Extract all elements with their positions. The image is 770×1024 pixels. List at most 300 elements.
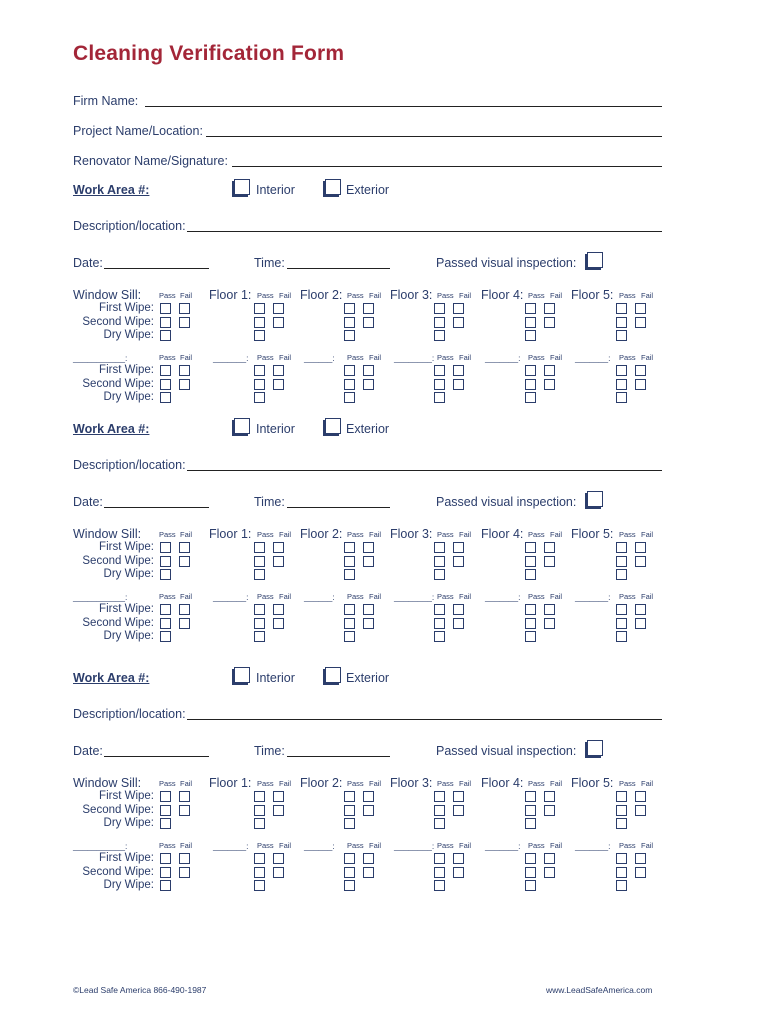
fail-checkbox[interactable] bbox=[544, 805, 555, 816]
fail-checkbox[interactable] bbox=[635, 604, 646, 615]
pass-checkbox[interactable] bbox=[525, 604, 536, 615]
pass-checkbox[interactable] bbox=[160, 805, 171, 816]
fail-checkbox[interactable] bbox=[363, 365, 374, 376]
fail-checkbox[interactable] bbox=[363, 867, 374, 878]
fail-checkbox[interactable] bbox=[179, 805, 190, 816]
pass-checkbox[interactable] bbox=[254, 805, 265, 816]
pass-checkbox[interactable] bbox=[525, 618, 536, 629]
pass-checkbox[interactable] bbox=[344, 853, 355, 864]
exterior-checkbox-3[interactable] bbox=[325, 667, 341, 683]
pass-label-1: Pass bbox=[528, 291, 545, 300]
fail-checkbox[interactable] bbox=[179, 618, 190, 629]
fail-label-3: Fail bbox=[279, 779, 292, 788]
pass-checkbox[interactable] bbox=[344, 379, 355, 390]
pass-checkbox[interactable] bbox=[344, 604, 355, 615]
wipe-label-3: Dry Wipe: bbox=[103, 817, 154, 829]
wipe-label-2: First Wipe: bbox=[99, 541, 154, 553]
pass-checkbox[interactable] bbox=[254, 853, 265, 864]
pass-checkbox[interactable] bbox=[525, 569, 536, 580]
description-field-2[interactable] bbox=[187, 470, 662, 471]
date-field-1[interactable] bbox=[104, 268, 209, 269]
pass-checkbox[interactable] bbox=[254, 791, 265, 802]
fail-checkbox[interactable] bbox=[635, 867, 646, 878]
pass-checkbox[interactable] bbox=[434, 618, 445, 629]
pass-checkbox[interactable] bbox=[525, 303, 536, 314]
pass-checkbox[interactable] bbox=[525, 853, 536, 864]
fail-checkbox[interactable] bbox=[363, 317, 374, 328]
pass-checkbox[interactable] bbox=[616, 880, 627, 891]
pass-label-1: Pass bbox=[619, 353, 636, 362]
floor-blank-2-2: ______: bbox=[304, 592, 335, 602]
fail-checkbox[interactable] bbox=[273, 604, 284, 615]
floor-blank-3-4: _______: bbox=[485, 841, 521, 851]
pass-checkbox[interactable] bbox=[434, 853, 445, 864]
fail-checkbox[interactable] bbox=[453, 365, 464, 376]
pass-label-2: Pass bbox=[347, 592, 364, 601]
pass-checkbox[interactable] bbox=[254, 867, 265, 878]
fail-checkbox[interactable] bbox=[363, 853, 374, 864]
pass-checkbox[interactable] bbox=[616, 556, 627, 567]
passed-visual-checkbox-1[interactable] bbox=[587, 252, 603, 268]
floor-blank-3-1: _______: bbox=[213, 841, 249, 851]
time-label-1: Time: bbox=[254, 256, 285, 270]
fail-checkbox[interactable] bbox=[179, 317, 190, 328]
pass-checkbox[interactable] bbox=[344, 330, 355, 341]
fail-checkbox[interactable] bbox=[273, 303, 284, 314]
fail-label-3: Fail bbox=[641, 779, 654, 788]
pass-checkbox[interactable] bbox=[616, 818, 627, 829]
date-field-3[interactable] bbox=[104, 756, 209, 757]
pass-checkbox[interactable] bbox=[160, 604, 171, 615]
pass-checkbox[interactable] bbox=[616, 867, 627, 878]
floor-label-2-5: Floor 5: bbox=[571, 527, 614, 541]
window-sill-label-3: Window Sill: bbox=[73, 776, 142, 790]
description-field-3[interactable] bbox=[187, 719, 662, 720]
pass-checkbox[interactable] bbox=[160, 392, 171, 403]
fail-label-3: Fail bbox=[369, 779, 382, 788]
floor-blank-2-3: ________: bbox=[394, 592, 435, 602]
pass-checkbox[interactable] bbox=[525, 805, 536, 816]
floor-label-3-5: Floor 5: bbox=[571, 776, 614, 790]
pass-label-3: Pass bbox=[347, 841, 364, 850]
pass-checkbox[interactable] bbox=[525, 317, 536, 328]
fail-checkbox[interactable] bbox=[363, 805, 374, 816]
fail-checkbox[interactable] bbox=[363, 618, 374, 629]
floor-label-2-3: Floor 3: bbox=[390, 527, 433, 541]
pass-checkbox[interactable] bbox=[434, 542, 445, 553]
description-label-2: Description/location: bbox=[73, 458, 186, 472]
interior-checkbox-1[interactable] bbox=[234, 179, 250, 195]
fail-checkbox[interactable] bbox=[453, 556, 464, 567]
pass-checkbox[interactable] bbox=[525, 542, 536, 553]
pass-checkbox[interactable] bbox=[616, 631, 627, 642]
wipe-label-2: First Wipe: bbox=[99, 603, 154, 615]
pass-checkbox[interactable] bbox=[160, 303, 171, 314]
date-field-2[interactable] bbox=[104, 507, 209, 508]
pass-checkbox[interactable] bbox=[525, 791, 536, 802]
fail-checkbox[interactable] bbox=[635, 303, 646, 314]
pass-checkbox[interactable] bbox=[254, 556, 265, 567]
floor-blank-2-4: _______: bbox=[485, 592, 521, 602]
floor-blank-1-2: ______: bbox=[304, 353, 335, 363]
time-field-1[interactable] bbox=[287, 268, 390, 269]
fail-label-3: Fail bbox=[550, 841, 563, 850]
fail-checkbox[interactable] bbox=[453, 867, 464, 878]
fail-checkbox[interactable] bbox=[453, 542, 464, 553]
pass-checkbox[interactable] bbox=[160, 880, 171, 891]
exterior-checkbox-1[interactable] bbox=[325, 179, 341, 195]
fail-checkbox[interactable] bbox=[453, 853, 464, 864]
fail-checkbox[interactable] bbox=[544, 867, 555, 878]
pass-checkbox[interactable] bbox=[525, 880, 536, 891]
fail-label-3: Fail bbox=[641, 841, 654, 850]
pass-checkbox[interactable] bbox=[160, 569, 171, 580]
pass-checkbox[interactable] bbox=[616, 330, 627, 341]
pass-checkbox[interactable] bbox=[344, 317, 355, 328]
pass-checkbox[interactable] bbox=[434, 379, 445, 390]
pass-checkbox[interactable] bbox=[254, 542, 265, 553]
fail-checkbox[interactable] bbox=[635, 542, 646, 553]
interior-label-1: Interior bbox=[256, 183, 295, 197]
floor-label-2-1: Floor 1: bbox=[209, 527, 252, 541]
date-label-2: Date: bbox=[73, 495, 103, 509]
floor-label-1-5: Floor 5: bbox=[571, 288, 614, 302]
pass-checkbox[interactable] bbox=[525, 818, 536, 829]
pass-label-3: Pass bbox=[257, 779, 274, 788]
pass-checkbox[interactable] bbox=[525, 556, 536, 567]
fail-checkbox[interactable] bbox=[453, 303, 464, 314]
work-area-label-1: Work Area #: bbox=[73, 183, 150, 197]
date-label-1: Date: bbox=[73, 256, 103, 270]
pass-checkbox[interactable] bbox=[434, 818, 445, 829]
fail-checkbox[interactable] bbox=[635, 805, 646, 816]
fail-checkbox[interactable] bbox=[273, 556, 284, 567]
fail-checkbox[interactable] bbox=[453, 618, 464, 629]
pass-checkbox[interactable] bbox=[616, 365, 627, 376]
exterior-label-2: Exterior bbox=[346, 422, 390, 436]
fail-checkbox[interactable] bbox=[273, 791, 284, 802]
floor-label-3-3: Floor 3: bbox=[390, 776, 433, 790]
project-label: Project Name/Location: bbox=[73, 124, 203, 138]
floor-blank-1-3: ________: bbox=[394, 353, 435, 363]
floor-blank-3-5: _______: bbox=[575, 841, 611, 851]
fail-checkbox[interactable] bbox=[179, 791, 190, 802]
fail-checkbox[interactable] bbox=[363, 556, 374, 567]
pass-label-1: Pass bbox=[159, 353, 176, 362]
pass-checkbox[interactable] bbox=[254, 818, 265, 829]
fail-checkbox[interactable] bbox=[544, 853, 555, 864]
fail-checkbox[interactable] bbox=[179, 867, 190, 878]
component-blank-1: ___________: bbox=[73, 353, 128, 363]
renovator-label: Renovator Name/Signature: bbox=[73, 154, 228, 168]
pass-label-1: Pass bbox=[437, 353, 454, 362]
pass-checkbox[interactable] bbox=[344, 556, 355, 567]
fail-checkbox[interactable] bbox=[179, 542, 190, 553]
fail-label-2: Fail bbox=[369, 592, 382, 601]
fail-checkbox[interactable] bbox=[273, 542, 284, 553]
page-title: Cleaning Verification Form bbox=[73, 42, 345, 65]
fail-label-1: Fail bbox=[180, 291, 193, 300]
pass-checkbox[interactable] bbox=[344, 880, 355, 891]
pass-checkbox[interactable] bbox=[254, 303, 265, 314]
pass-checkbox[interactable] bbox=[434, 365, 445, 376]
interior-label-2: Interior bbox=[256, 422, 295, 436]
fail-checkbox[interactable] bbox=[273, 317, 284, 328]
pass-checkbox[interactable] bbox=[434, 330, 445, 341]
floor-blank-1-5: _______: bbox=[575, 353, 611, 363]
footer-copyright: ©Lead Safe America 866-490-1987 bbox=[73, 985, 207, 995]
passed-visual-label-2: Passed visual inspection: bbox=[436, 495, 577, 509]
pass-label-1: Pass bbox=[528, 353, 545, 362]
exterior-label-1: Exterior bbox=[346, 183, 390, 197]
pass-label-3: Pass bbox=[619, 779, 636, 788]
fail-label-1: Fail bbox=[641, 291, 654, 300]
fail-label-2: Fail bbox=[459, 530, 472, 539]
fail-checkbox[interactable] bbox=[179, 604, 190, 615]
fail-checkbox[interactable] bbox=[273, 365, 284, 376]
fail-checkbox[interactable] bbox=[544, 604, 555, 615]
window-sill-label-2: Window Sill: bbox=[73, 527, 142, 541]
fail-checkbox[interactable] bbox=[179, 556, 190, 567]
time-field-3[interactable] bbox=[287, 756, 390, 757]
pass-checkbox[interactable] bbox=[344, 542, 355, 553]
pass-checkbox[interactable] bbox=[434, 880, 445, 891]
wipe-label-2: Second Wipe: bbox=[82, 554, 154, 567]
pass-checkbox[interactable] bbox=[160, 556, 171, 567]
pass-label-3: Pass bbox=[347, 779, 364, 788]
fail-checkbox[interactable] bbox=[635, 556, 646, 567]
fail-checkbox[interactable] bbox=[544, 618, 555, 629]
pass-checkbox[interactable] bbox=[254, 365, 265, 376]
pass-checkbox[interactable] bbox=[344, 818, 355, 829]
pass-checkbox[interactable] bbox=[344, 365, 355, 376]
fail-checkbox[interactable] bbox=[273, 618, 284, 629]
fail-checkbox[interactable] bbox=[544, 542, 555, 553]
fail-checkbox[interactable] bbox=[635, 317, 646, 328]
fail-label-2: Fail bbox=[279, 592, 292, 601]
floor-blank-2-1: _______: bbox=[213, 592, 249, 602]
wipe-label-1: Dry Wipe: bbox=[103, 329, 154, 341]
fail-checkbox[interactable] bbox=[544, 379, 555, 390]
pass-checkbox[interactable] bbox=[254, 569, 265, 580]
pass-checkbox[interactable] bbox=[525, 867, 536, 878]
pass-checkbox[interactable] bbox=[254, 330, 265, 341]
wipe-label-1: First Wipe: bbox=[99, 302, 154, 314]
fail-checkbox[interactable] bbox=[635, 618, 646, 629]
pass-checkbox[interactable] bbox=[616, 853, 627, 864]
pass-checkbox[interactable] bbox=[160, 853, 171, 864]
pass-label-3: Pass bbox=[159, 841, 176, 850]
floor-label-1-2: Floor 2: bbox=[300, 288, 343, 302]
fail-label-2: Fail bbox=[641, 530, 654, 539]
pass-checkbox[interactable] bbox=[525, 631, 536, 642]
renovator-field[interactable] bbox=[232, 166, 662, 167]
fail-checkbox[interactable] bbox=[453, 317, 464, 328]
exterior-checkbox-2[interactable] bbox=[325, 418, 341, 434]
fail-checkbox[interactable] bbox=[544, 791, 555, 802]
floor-blank-3-2: ______: bbox=[304, 841, 335, 851]
floor-label-1-4: Floor 4: bbox=[481, 288, 524, 302]
pass-checkbox[interactable] bbox=[254, 631, 265, 642]
fail-checkbox[interactable] bbox=[453, 604, 464, 615]
pass-checkbox[interactable] bbox=[525, 379, 536, 390]
pass-checkbox[interactable] bbox=[344, 303, 355, 314]
fail-checkbox[interactable] bbox=[453, 805, 464, 816]
fail-label-3: Fail bbox=[550, 779, 563, 788]
fail-checkbox[interactable] bbox=[635, 791, 646, 802]
pass-checkbox[interactable] bbox=[525, 365, 536, 376]
pass-checkbox[interactable] bbox=[525, 392, 536, 403]
description-field-1[interactable] bbox=[187, 231, 662, 232]
firm-name-label: Firm Name: bbox=[73, 94, 139, 108]
interior-checkbox-2[interactable] bbox=[234, 418, 250, 434]
fail-label-2: Fail bbox=[550, 530, 563, 539]
fail-label-2: Fail bbox=[369, 530, 382, 539]
pass-checkbox[interactable] bbox=[434, 631, 445, 642]
pass-checkbox[interactable] bbox=[160, 631, 171, 642]
fail-checkbox[interactable] bbox=[179, 365, 190, 376]
pass-label-3: Pass bbox=[437, 841, 454, 850]
pass-checkbox[interactable] bbox=[616, 542, 627, 553]
fail-checkbox[interactable] bbox=[544, 556, 555, 567]
pass-checkbox[interactable] bbox=[344, 618, 355, 629]
pass-label-2: Pass bbox=[257, 592, 274, 601]
fail-checkbox[interactable] bbox=[363, 791, 374, 802]
pass-checkbox[interactable] bbox=[434, 317, 445, 328]
pass-checkbox[interactable] bbox=[616, 392, 627, 403]
interior-checkbox-3[interactable] bbox=[234, 667, 250, 683]
pass-checkbox[interactable] bbox=[160, 818, 171, 829]
pass-checkbox[interactable] bbox=[160, 542, 171, 553]
fail-label-3: Fail bbox=[279, 841, 292, 850]
fail-label-1: Fail bbox=[550, 353, 563, 362]
fail-checkbox[interactable] bbox=[544, 365, 555, 376]
floor-label-2-2: Floor 2: bbox=[300, 527, 343, 541]
pass-checkbox[interactable] bbox=[434, 604, 445, 615]
pass-checkbox[interactable] bbox=[160, 317, 171, 328]
pass-checkbox[interactable] bbox=[616, 569, 627, 580]
pass-label-3: Pass bbox=[437, 779, 454, 788]
pass-checkbox[interactable] bbox=[616, 379, 627, 390]
wipe-label-3: Dry Wipe: bbox=[103, 879, 154, 891]
pass-checkbox[interactable] bbox=[160, 791, 171, 802]
fail-checkbox[interactable] bbox=[635, 853, 646, 864]
pass-label-1: Pass bbox=[437, 291, 454, 300]
pass-checkbox[interactable] bbox=[344, 867, 355, 878]
pass-checkbox[interactable] bbox=[616, 618, 627, 629]
fail-checkbox[interactable] bbox=[273, 867, 284, 878]
work-area-label-3: Work Area #: bbox=[73, 671, 150, 685]
pass-checkbox[interactable] bbox=[525, 330, 536, 341]
fail-checkbox[interactable] bbox=[273, 853, 284, 864]
fail-label-2: Fail bbox=[641, 592, 654, 601]
pass-checkbox[interactable] bbox=[616, 791, 627, 802]
pass-label-2: Pass bbox=[528, 530, 545, 539]
pass-label-3: Pass bbox=[528, 841, 545, 850]
fail-checkbox[interactable] bbox=[363, 303, 374, 314]
project-field[interactable] bbox=[206, 136, 662, 137]
fail-label-2: Fail bbox=[180, 530, 193, 539]
pass-checkbox[interactable] bbox=[254, 317, 265, 328]
fail-checkbox[interactable] bbox=[635, 365, 646, 376]
fail-checkbox[interactable] bbox=[363, 604, 374, 615]
passed-visual-checkbox-2[interactable] bbox=[587, 491, 603, 507]
fail-checkbox[interactable] bbox=[635, 379, 646, 390]
pass-checkbox[interactable] bbox=[344, 791, 355, 802]
pass-label-2: Pass bbox=[619, 592, 636, 601]
fail-checkbox[interactable] bbox=[453, 791, 464, 802]
pass-checkbox[interactable] bbox=[344, 631, 355, 642]
pass-label-1: Pass bbox=[159, 291, 176, 300]
pass-checkbox[interactable] bbox=[434, 867, 445, 878]
pass-checkbox[interactable] bbox=[434, 556, 445, 567]
pass-checkbox[interactable] bbox=[160, 618, 171, 629]
pass-checkbox[interactable] bbox=[434, 303, 445, 314]
pass-checkbox[interactable] bbox=[254, 604, 265, 615]
pass-checkbox[interactable] bbox=[434, 569, 445, 580]
pass-checkbox[interactable] bbox=[160, 867, 171, 878]
pass-checkbox[interactable] bbox=[344, 392, 355, 403]
floor-label-3-1: Floor 1: bbox=[209, 776, 252, 790]
pass-checkbox[interactable] bbox=[616, 805, 627, 816]
fail-label-1: Fail bbox=[459, 353, 472, 362]
pass-checkbox[interactable] bbox=[434, 791, 445, 802]
firm-name-field[interactable] bbox=[145, 106, 662, 107]
pass-label-1: Pass bbox=[257, 291, 274, 300]
fail-checkbox[interactable] bbox=[273, 805, 284, 816]
fail-label-2: Fail bbox=[550, 592, 563, 601]
wipe-label-2: Dry Wipe: bbox=[103, 568, 154, 580]
passed-visual-label-1: Passed visual inspection: bbox=[436, 256, 577, 270]
fail-checkbox[interactable] bbox=[179, 303, 190, 314]
pass-checkbox[interactable] bbox=[616, 303, 627, 314]
pass-checkbox[interactable] bbox=[160, 330, 171, 341]
fail-label-3: Fail bbox=[180, 779, 193, 788]
fail-checkbox[interactable] bbox=[544, 317, 555, 328]
floor-blank-1-4: _______: bbox=[485, 353, 521, 363]
fail-checkbox[interactable] bbox=[544, 303, 555, 314]
fail-checkbox[interactable] bbox=[273, 379, 284, 390]
pass-checkbox[interactable] bbox=[434, 392, 445, 403]
pass-checkbox[interactable] bbox=[344, 569, 355, 580]
pass-checkbox[interactable] bbox=[434, 805, 445, 816]
fail-label-1: Fail bbox=[459, 291, 472, 300]
work-area-label-2: Work Area #: bbox=[73, 422, 150, 436]
fail-label-3: Fail bbox=[180, 841, 193, 850]
pass-checkbox[interactable] bbox=[616, 604, 627, 615]
pass-checkbox[interactable] bbox=[160, 379, 171, 390]
time-field-2[interactable] bbox=[287, 507, 390, 508]
passed-visual-checkbox-3[interactable] bbox=[587, 740, 603, 756]
pass-label-3: Pass bbox=[159, 779, 176, 788]
pass-label-3: Pass bbox=[619, 841, 636, 850]
pass-checkbox[interactable] bbox=[254, 392, 265, 403]
pass-checkbox[interactable] bbox=[254, 880, 265, 891]
pass-checkbox[interactable] bbox=[254, 379, 265, 390]
wipe-label-3: Second Wipe: bbox=[82, 803, 154, 816]
pass-checkbox[interactable] bbox=[160, 365, 171, 376]
fail-checkbox[interactable] bbox=[179, 853, 190, 864]
fail-checkbox[interactable] bbox=[453, 379, 464, 390]
pass-checkbox[interactable] bbox=[254, 618, 265, 629]
fail-checkbox[interactable] bbox=[363, 542, 374, 553]
wipe-label-3: First Wipe: bbox=[99, 790, 154, 802]
pass-checkbox[interactable] bbox=[616, 317, 627, 328]
fail-checkbox[interactable] bbox=[179, 379, 190, 390]
fail-label-1: Fail bbox=[550, 291, 563, 300]
fail-checkbox[interactable] bbox=[363, 379, 374, 390]
pass-checkbox[interactable] bbox=[344, 805, 355, 816]
